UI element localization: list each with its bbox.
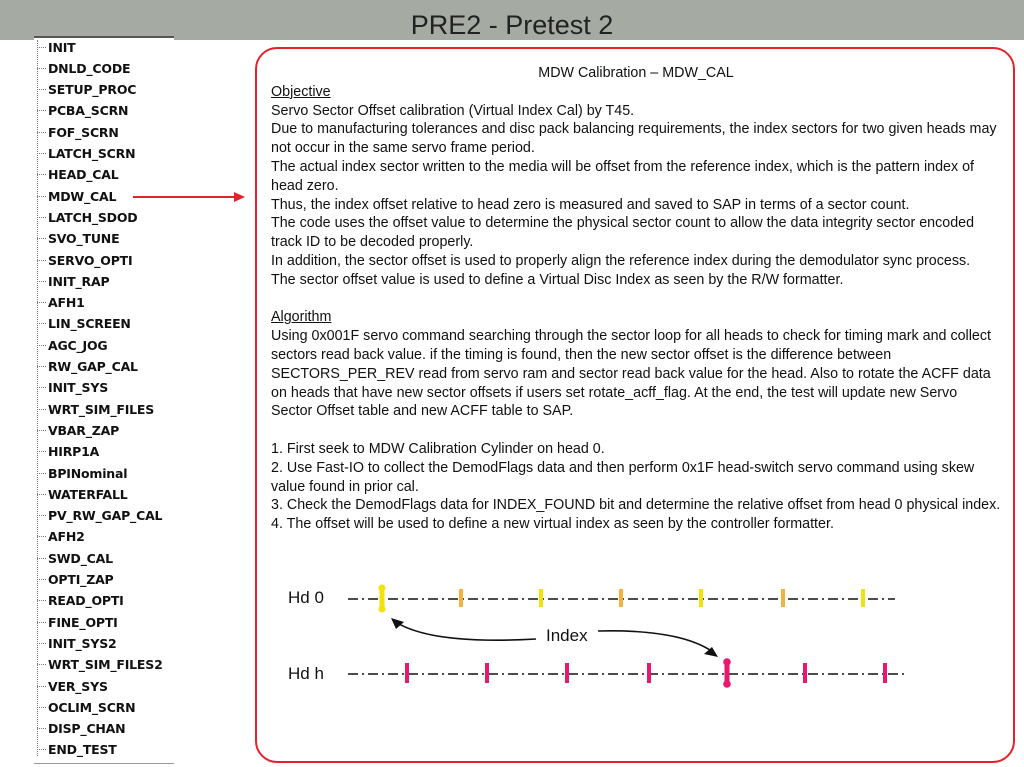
tree-dash bbox=[37, 558, 46, 559]
tree-item-init-rap[interactable] bbox=[37, 271, 109, 291]
tree-item-label: END_TEST bbox=[48, 742, 117, 758]
tree-item-label: RW_GAP_CAL bbox=[48, 359, 138, 374]
hdh-sector-mark bbox=[647, 663, 651, 683]
tree-item-init-sys[interactable] bbox=[37, 378, 108, 398]
tree-item-head-cal[interactable] bbox=[37, 165, 119, 185]
tree-item-label: LATCH_SCRN bbox=[48, 146, 136, 161]
highlight-arrow-icon bbox=[131, 190, 251, 204]
tree-item-opti-zap[interactable] bbox=[37, 570, 114, 590]
tree-dash bbox=[37, 68, 46, 69]
tree-dash bbox=[37, 238, 46, 239]
tree-item-label: VER_SYS bbox=[48, 678, 108, 694]
tree-bottom-border bbox=[34, 763, 174, 764]
index-curve-left bbox=[394, 621, 536, 640]
tree-item-ver-sys[interactable] bbox=[37, 676, 108, 696]
tree-item-afh1[interactable] bbox=[37, 293, 85, 313]
hdh-sector-mark bbox=[485, 663, 489, 683]
tree-dash bbox=[37, 132, 46, 133]
tree-item-label: AFH2 bbox=[48, 529, 85, 545]
algorithm-title: Algorithm bbox=[271, 309, 332, 326]
tree-item-servo-opti[interactable] bbox=[37, 250, 132, 270]
tree-item-lin-screen[interactable] bbox=[37, 314, 131, 334]
tree-item-label: PCBA_SCRN bbox=[48, 103, 129, 119]
hd0-index-mark bbox=[379, 585, 386, 613]
tree-dash bbox=[37, 409, 46, 410]
tree-item-label: AFH1 bbox=[48, 295, 85, 311]
arrowhead-left-icon bbox=[391, 618, 404, 629]
tree-dash bbox=[37, 728, 46, 729]
tree-item-label: OPTI_ZAP bbox=[48, 572, 114, 587]
tree-item-disp-chan[interactable] bbox=[37, 719, 125, 739]
tree-dash bbox=[37, 536, 46, 537]
tree-item-agc-jog[interactable] bbox=[37, 335, 108, 355]
tree-item-wrt-sim-files2[interactable] bbox=[37, 655, 163, 675]
objective-line: Due to manufacturing tolerances and disc pack balancing requirements, the index sectors for two given heads may not occur in the same servo frame period. bbox=[271, 121, 997, 157]
index-offset-diagram bbox=[280, 575, 920, 695]
tree-item-label: WATERFALL bbox=[48, 486, 128, 502]
tree-item-label: SETUP_PROC bbox=[48, 82, 137, 98]
tree-item-label: INIT bbox=[48, 39, 76, 55]
tree-item-label: INIT_RAP bbox=[48, 273, 110, 289]
tree-dash bbox=[37, 110, 46, 111]
tree-dash bbox=[37, 387, 46, 388]
tree-item-label: DISP_CHAN bbox=[48, 721, 126, 737]
objective-line: The code uses the offset value to determine the physical sector count to allow the data integrity sector encoded track ID to be decoded properly. bbox=[271, 215, 975, 251]
tree-dash bbox=[37, 643, 46, 644]
tree-item-vbar-zap[interactable] bbox=[37, 420, 119, 440]
tree-dash bbox=[37, 451, 46, 452]
step-item: 3. Check the DemodFlags data for INDEX_FOUND bit and determine the relative offset from head 0 physical index. bbox=[271, 497, 1001, 514]
tree-dash bbox=[37, 515, 46, 516]
step-item: 1. First seek to MDW Calibration Cylinder on head 0. bbox=[271, 440, 605, 457]
tree-item-mdw-cal[interactable] bbox=[37, 186, 116, 206]
tree-item-label: LATCH_SDOD bbox=[48, 209, 138, 225]
tree-item-latch-scrn[interactable] bbox=[37, 144, 135, 164]
tree-item-read-opti[interactable] bbox=[37, 591, 124, 611]
objective-line: In addition, the sector offset is used to properly align the reference index during the demodulator sync process. bbox=[271, 252, 971, 269]
hdh-sector-mark bbox=[405, 663, 409, 683]
objective-title: Objective bbox=[271, 83, 331, 100]
tree-item-swd-cal[interactable] bbox=[37, 548, 113, 568]
tree-item-label: SERVO_OPTI bbox=[48, 252, 133, 268]
tree-item-label: MDW_CAL bbox=[48, 188, 117, 204]
objective-line: The sector offset value is used to define a Virtual Disc Index as seen by the R/W formatter. bbox=[271, 271, 844, 288]
tree-dash bbox=[37, 260, 46, 261]
tree-dash bbox=[37, 622, 46, 623]
tree-item-label: FINE_OPTI bbox=[48, 614, 118, 630]
tree-dash bbox=[37, 196, 46, 197]
tree-item-label: AGC_JOG bbox=[48, 337, 108, 353]
tree-dash bbox=[37, 281, 46, 282]
tree-dash bbox=[37, 302, 46, 303]
tree-dash bbox=[37, 323, 46, 324]
tree-item-latch-sdod[interactable] bbox=[37, 207, 137, 227]
hdh-sector-mark bbox=[565, 663, 569, 683]
objective-line: Thus, the index offset relative to head zero is measured and saved to SAP in terms of a sector count. bbox=[271, 196, 910, 213]
tree-item-hirp1a[interactable] bbox=[37, 442, 99, 462]
tree-dash bbox=[37, 217, 46, 218]
tree-item-label: OCLIM_SCRN bbox=[48, 699, 136, 715]
section-heading: MDW Calibration – MDW_CAL bbox=[538, 65, 734, 81]
hd0-sector-mark bbox=[619, 589, 623, 607]
tree-dash bbox=[37, 749, 46, 750]
tree-dash bbox=[37, 174, 46, 175]
index-label: Index bbox=[546, 626, 588, 645]
step-item: 4. The offset will be used to define a new virtual index as seen by the controller formatter. bbox=[271, 516, 834, 533]
tree-item-setup-proc[interactable] bbox=[37, 80, 136, 100]
tree-item-label: HIRP1A bbox=[48, 444, 100, 460]
hd0-sector-mark bbox=[699, 589, 703, 607]
tree-item-afh2[interactable] bbox=[37, 527, 85, 547]
tree-item-init[interactable] bbox=[37, 37, 76, 57]
tree-item-waterfall[interactable] bbox=[37, 484, 128, 504]
tree-item-dnld-code[interactable] bbox=[37, 58, 130, 78]
tree-item-rw-gap-cal[interactable] bbox=[37, 357, 138, 377]
hd0-sector-mark bbox=[861, 589, 865, 607]
tree-dash bbox=[37, 473, 46, 474]
tree-item-end-test[interactable] bbox=[37, 740, 117, 760]
tree-item-label: LIN_SCREEN bbox=[48, 316, 131, 332]
tree-item-label: READ_OPTI bbox=[48, 593, 124, 609]
tree-dash bbox=[37, 430, 46, 431]
tree-item-label: WRT_SIM_FILES bbox=[48, 401, 155, 417]
tree-dash bbox=[37, 153, 46, 154]
algorithm-text: Using 0x001F servo command searching through the sector loop for all heads to check for timing mark and collect sectors read back value. if the timing is found, then the new sector offset is the difference between SECTORS_PER_REV read from servo ram and sector read back value for the head. Also to rotate the ACFF data on heads that have new sector offsets if users set rotate_acff_flag. At the end, the test will update new Servo Sector Offset table and new ACFF table to SAP. bbox=[271, 328, 991, 420]
tree-item-label: INIT_SYS2 bbox=[48, 635, 117, 651]
objective-line: The actual index sector written to the media will be offset from the reference index, which is the pattern index of head zero. bbox=[271, 158, 975, 194]
hd0-sector-mark bbox=[459, 589, 463, 607]
tree-item-fine-opti[interactable] bbox=[37, 612, 118, 632]
hd0-sector-mark bbox=[539, 589, 543, 607]
tree-dash bbox=[37, 686, 46, 687]
tree-dash bbox=[37, 47, 46, 48]
tree-item-pv-rw-gap-cal[interactable] bbox=[37, 506, 162, 526]
tree-item-label: DNLD_CODE bbox=[48, 60, 131, 76]
tree-item-bpinominal[interactable] bbox=[37, 463, 127, 483]
tree-item-label: INIT_SYS bbox=[48, 380, 108, 396]
tree-item-wrt-sim-files[interactable] bbox=[37, 399, 154, 419]
hdh-sector-mark bbox=[803, 663, 807, 683]
tree-dash bbox=[37, 345, 46, 346]
tree-item-label: WRT_SIM_FILES2 bbox=[48, 657, 163, 673]
hd0-sector-mark bbox=[781, 589, 785, 607]
tree-dash bbox=[37, 707, 46, 708]
tree-item-pcba-scrn[interactable] bbox=[37, 101, 128, 121]
tree-item-label: VBAR_ZAP bbox=[48, 422, 120, 438]
tree-dash bbox=[37, 366, 46, 367]
tree-dash bbox=[37, 600, 46, 601]
tree-dash bbox=[37, 89, 46, 90]
content-body bbox=[271, 64, 1001, 534]
tree-item-svo-tune[interactable] bbox=[37, 229, 119, 249]
tree-item-label: PV_RW_GAP_CAL bbox=[48, 508, 163, 524]
tree-dash bbox=[37, 579, 46, 580]
hdh-sector-mark bbox=[883, 663, 887, 683]
tree-dash bbox=[37, 494, 46, 495]
tree-item-label: SVO_TUNE bbox=[48, 231, 120, 247]
index-curve-right bbox=[598, 631, 713, 652]
hd0-label: Hd 0 bbox=[288, 588, 324, 607]
tree-item-fof-scrn[interactable] bbox=[37, 122, 119, 142]
tree-item-label: HEAD_CAL bbox=[48, 167, 119, 183]
tree-item-init-sys2[interactable] bbox=[37, 633, 117, 653]
hdh-label: Hd h bbox=[288, 664, 324, 683]
tree-item-label: BPINominal bbox=[48, 465, 128, 481]
tree-dash bbox=[37, 664, 46, 665]
tree-item-label: SWD_CAL bbox=[48, 550, 113, 566]
slide-title: PRE2 - Pretest 2 bbox=[410, 10, 614, 40]
tree-item-label: FOF_SCRN bbox=[48, 124, 119, 140]
step-item: 2. Use Fast-IO to collect the DemodFlags data and then perform 0x1F head-switch servo command using skew value found in prior cal. bbox=[271, 459, 975, 495]
hdh-index-mark bbox=[723, 658, 731, 688]
tree-item-oclim-scrn[interactable] bbox=[37, 697, 135, 717]
objective-line: Servo Sector Offset calibration (Virtual Index Cal) by T45. bbox=[271, 102, 635, 119]
